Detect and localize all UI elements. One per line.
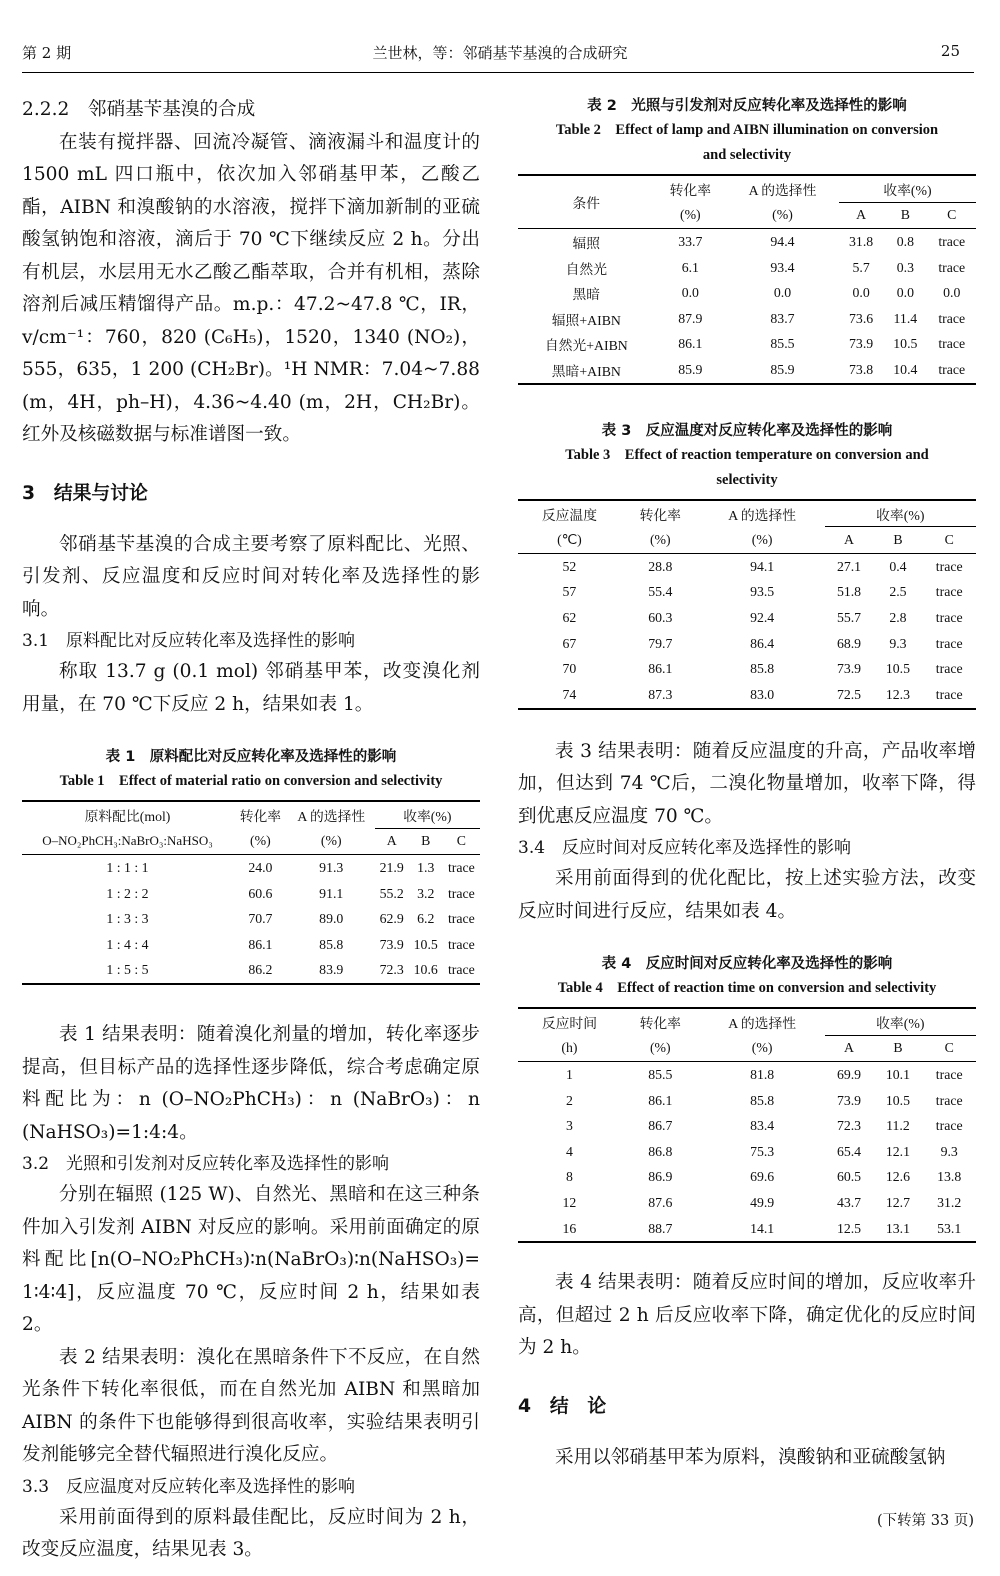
table-cell: 自然光: [565, 261, 608, 277]
table-cell: 83.7: [770, 310, 795, 326]
table-row: [22, 881, 480, 907]
section-3-4-heading: 3.4 反应时间对反应转化率及选择性的影响: [518, 838, 852, 858]
table-cell: 87.9: [678, 310, 703, 326]
table-cell: 12.6: [885, 1169, 911, 1185]
table-cell: 73.6: [849, 310, 874, 326]
table-cell: 75.3: [750, 1143, 775, 1159]
table-cell: 85.5: [621, 1062, 700, 1088]
table-cell: 86.1: [648, 1092, 673, 1108]
table-cell: 85.5: [770, 336, 795, 352]
table-cell: 85.8: [750, 661, 775, 677]
table-cell: 86.8: [648, 1143, 673, 1159]
table-cell: 12.5: [825, 1216, 874, 1243]
table-cell: trace: [443, 855, 480, 881]
table-1-header-ratio: O–NO₂PhCH₃:NaBrO₃:NaHSO₃: [42, 833, 213, 849]
table-cell: 85.8: [750, 1092, 775, 1108]
table-cell: trace: [938, 336, 966, 352]
table-3-grid: [518, 499, 976, 710]
table-cell: 43.7: [836, 1194, 862, 1210]
table-cell: 31.8: [839, 229, 883, 255]
table-4-header-unit: (%): [751, 1040, 773, 1056]
section-4-heading: 4 结 论: [518, 1395, 607, 1417]
table-cell: 72.3: [836, 1118, 862, 1134]
left-column: [22, 94, 480, 1567]
table-cell: 2: [565, 1092, 573, 1108]
table-2-caption-cn: 表 2 光照与引发剂对反应转化率及选择性的影响: [587, 98, 907, 114]
table-3-caption-en: Table 3 Effect of reaction temperature on conversion and: [565, 446, 929, 463]
table-cell: 13.8: [937, 1169, 962, 1185]
table-4-header-conversion: 转化率: [621, 1008, 700, 1035]
table-cell: trace: [935, 584, 963, 600]
table-4-caption-en: Table 4 Effect of reaction time on conversion and selectivity: [557, 980, 937, 996]
table-3-header-conversion: 转化率: [621, 500, 700, 527]
table-4-header-unit: (%): [649, 1040, 671, 1056]
table-4-header-unit: (h): [561, 1040, 578, 1056]
table-cell: 13.1: [873, 1216, 922, 1243]
table-cell: 1 : 5 : 5: [22, 958, 233, 985]
table-cell: 65.4: [836, 1143, 862, 1159]
table-4-header-yield: 收率(%): [825, 1008, 976, 1035]
table-cell: 91.1: [319, 885, 344, 901]
table-2-grid: [518, 174, 976, 385]
table-cell: 88.7: [621, 1216, 700, 1243]
table-cell: 1: [518, 1062, 621, 1088]
table-2-body: [518, 229, 976, 384]
table-cell: 73.9: [836, 661, 862, 677]
table-3-header-c: C: [944, 532, 954, 548]
table-cell: 60.6: [248, 885, 273, 901]
section-3-1-heading: 3.1 原料配比对反应转化率及选择性的影响: [22, 631, 356, 651]
table-2-header-a: A: [856, 207, 867, 223]
table-cell: 3.2: [417, 885, 435, 901]
table-cell: 79.7: [648, 635, 673, 651]
table-cell: 0.4: [873, 553, 922, 579]
table-row: [518, 1139, 976, 1165]
table-row: [518, 553, 976, 579]
table-cell: 2.5: [889, 584, 907, 600]
table-cell: trace: [938, 259, 966, 275]
table-4-header-time: 反应时间: [518, 1008, 621, 1035]
table-4-header-a: A: [844, 1040, 854, 1056]
table-cell: 86.9: [648, 1169, 673, 1185]
table-3-body: [518, 553, 976, 708]
table-cell: trace: [447, 911, 475, 927]
table-cell: trace: [928, 229, 977, 255]
table-cell: 14.1: [700, 1216, 825, 1243]
table-4-header-selectivity: A 的选择性: [700, 1008, 825, 1035]
table-cell: 70.7: [248, 911, 273, 927]
table-row: [22, 855, 480, 881]
table-cell: 10.6: [409, 958, 443, 985]
table-cell: 33.7: [655, 229, 726, 255]
issue-label: 第 2 期: [22, 44, 72, 62]
table-row: [518, 682, 976, 709]
table-row: [518, 605, 976, 631]
section-4-paragraph: 采用以邻硝基甲苯为原料，溴酸钠和亚硫酸氢钠: [555, 1446, 946, 1468]
table-cell: 辐照+AIBN: [551, 312, 621, 328]
table-1-header-condition: 原料配比(mol): [22, 801, 233, 828]
section-3-4-paragraph: 采用前面得到的优化配比，按上述实验方法，改变反应时间进行反应，结果如表 4。: [518, 868, 976, 922]
table-cell: 10.5: [885, 1092, 911, 1108]
table-row: [518, 332, 976, 358]
table-4-caption-cn: 表 4 反应时间对反应转化率及选择性的影响: [601, 956, 893, 972]
table-cell: 8: [565, 1169, 573, 1185]
table-1-body: [22, 855, 480, 984]
table-cell: 94.4: [726, 229, 839, 255]
table-2-header-unit: (%): [679, 207, 701, 223]
table-cell: 73.9: [379, 936, 404, 952]
table-cell: 辐照: [518, 229, 655, 255]
table-2-header-selectivity: A 的选择性: [726, 175, 839, 202]
table-1-discussion: 表 1 结果表明：随着溴化剂量的增加，转化率逐步提高，但目标产品的选择性逐步降低，综合考虑确定原料配比为：n (O–NO₂PhCH₃)：n (NaBrO₃)：n (NaHSO₃)=1:4:4。: [22, 1024, 480, 1143]
table-4-header-c: C: [944, 1040, 954, 1056]
section-3-2-paragraph: 分别在辐照 (125 W)、自然光、黑暗和在这三种条件加入引发剂 AIBN 对反应的影响。采用前面确定的原料配比[n(O–NO₂PhCH₃)∶n(NaBrO₃)∶n(NaHSO₃)= 1∶4∶4]，反应温度 70 ℃，反应时间 2 h，结果如表 2。: [22, 1184, 480, 1336]
table-cell: trace: [928, 357, 977, 384]
table-4-header-b: B: [893, 1040, 903, 1056]
section-3-paragraph: 邻硝基苄基溴的合成主要考察了原料配比、光照、引发剂、反应温度和反应时间对转化率及选择性的影响。: [22, 533, 480, 620]
table-cell: 86.1: [648, 661, 673, 677]
table-cell: 87.6: [648, 1194, 673, 1210]
table-row: [22, 958, 480, 985]
table-cell: 87.3: [621, 682, 700, 709]
table-cell: 53.1: [922, 1216, 976, 1243]
table-cell: 黑暗: [572, 287, 601, 303]
table-cell: 52: [518, 553, 621, 579]
table-cell: 2.8: [889, 609, 907, 625]
table-row: [518, 357, 976, 384]
table-1-header-c: C: [456, 833, 466, 849]
table-cell: 83.0: [700, 682, 825, 709]
table-cell: 81.8: [700, 1062, 825, 1088]
table-cell: 86.7: [648, 1118, 673, 1134]
table-1-header-unit: (%): [250, 833, 271, 849]
table-row: [518, 1190, 976, 1216]
table-cell: 72.3: [375, 958, 409, 985]
table-cell: trace: [935, 1118, 963, 1134]
table-3-header-temperature: 反应温度: [518, 500, 621, 527]
table-cell: 自然光+AIBN: [544, 338, 628, 354]
table-row: [518, 306, 976, 332]
table-cell: 70: [562, 661, 577, 677]
table-cell: trace: [922, 682, 976, 709]
table-cell: 5.7: [852, 259, 870, 275]
table-1-header-unit: (%): [320, 833, 342, 849]
table-cell: 31.2: [937, 1194, 962, 1210]
table-cell: trace: [935, 635, 963, 651]
table-cell: 73.9: [849, 336, 874, 352]
table-2-header-yield: 收率(%): [839, 175, 976, 202]
table-cell: 3: [565, 1118, 573, 1134]
table-4-discussion: 表 4 结果表明：随着反应时间的增加，反应收率升高，但超过 2 h 后反应收率下降，确定优化的反应时间为 2 h。: [518, 1272, 976, 1359]
table-cell: 27.1: [825, 553, 874, 579]
table-cell: 69.6: [750, 1169, 775, 1185]
table-cell: 16: [518, 1216, 621, 1243]
table-1-header-b: B: [421, 833, 431, 849]
table-cell: 4: [565, 1143, 573, 1159]
table-2-header-conversion: 转化率: [655, 175, 726, 202]
table-3-discussion: 表 3 结果表明：随着反应温度的升高，产品收率增加，但达到 74 ℃后，二溴化物量增加，收率下降，得到优惠反应温度 70 ℃。: [518, 740, 976, 827]
table-cell: 1 : 3 : 3: [106, 911, 149, 927]
table-cell: 1 : 4 : 4: [106, 936, 149, 952]
page-number: 25: [940, 42, 960, 60]
table-cell: 86.4: [750, 635, 775, 651]
section-3-3-paragraph: 采用前面得到的原料最佳配比，反应时间为 2 h，改变反应温度，结果见表 3。: [22, 1506, 480, 1561]
table-cell: 1.3: [409, 855, 443, 881]
section-3-heading: 3 结果与讨论: [22, 482, 148, 504]
table-cell: 10.5: [893, 336, 918, 352]
table-cell: trace: [935, 609, 963, 625]
table-1-header-a: A: [386, 833, 397, 849]
table-cell: 0.8: [883, 229, 927, 255]
table-cell: 10.4: [883, 357, 927, 384]
table-cell: 55.7: [836, 609, 862, 625]
table-cell: trace: [922, 1062, 976, 1088]
table-cell: trace: [935, 1092, 963, 1108]
table-cell: 51.8: [836, 584, 862, 600]
table-cell: 94.1: [700, 553, 825, 579]
table-3-caption-en-cont: selectivity: [716, 471, 778, 488]
table-row: [518, 229, 976, 255]
header-rule: [22, 72, 974, 73]
table-2-header-condition: 条件: [518, 175, 655, 229]
table-cell: 85.8: [319, 936, 344, 952]
section-3-3-heading: 3.3 反应温度对反应转化率及选择性的影响: [22, 1476, 356, 1497]
table-cell: 83.4: [750, 1118, 775, 1134]
table-cell: 73.8: [839, 357, 883, 384]
table-cell: 6.2: [417, 911, 435, 927]
table-row: [518, 580, 976, 606]
table-4: [518, 952, 976, 1243]
table-cell: trace: [447, 936, 475, 952]
table-row: [518, 1088, 976, 1114]
table-2-header-c: C: [947, 207, 957, 223]
table-row: [518, 631, 976, 657]
table-3-header-selectivity: A 的选择性: [700, 500, 825, 527]
table-1-header-conversion: 转化率: [233, 801, 288, 828]
table-row: [518, 255, 976, 281]
table-4-body: [518, 1062, 976, 1243]
table-3: [518, 419, 976, 710]
section-2-2-2-paragraph: 在装有搅拌器、回流冷凝管、滴液漏斗和温度计的 1500 mL 四口瓶中，依次加入邻硝基甲苯，乙酸乙酯，AIBN 和溴酸钠的水溶液，搅拌下滴加新制的亚硫酸氢钠饱和溶液，滴后于 70 ℃下继续反应 2 h。分出有机层，水层用无水乙酸乙酯萃取，合并有机相，蒸除溶剂后减压精馏得产品。m.p.：47.2~47.8 ℃，IR，v/cm⁻¹：760，820 (C₆H₅)，1520，1340 (NO₂)，555，635，1 200 (CH₂Br)。¹H NMR：7.04~7.88 (m，4H，ph–H)，4.36~4.40 (m，2H，CH₂Br)。红外及核磁数据与标准谱图一致。: [22, 131, 480, 445]
table-cell: 12.3: [873, 682, 922, 709]
table-cell: trace: [447, 885, 475, 901]
table-cell: 83.9: [288, 958, 375, 985]
table-cell: 86.2: [233, 958, 288, 985]
table-2: [518, 94, 976, 385]
table-cell: 69.9: [825, 1062, 874, 1088]
table-cell: trace: [443, 958, 480, 985]
table-row: [22, 906, 480, 932]
table-3-header-unit: (%): [751, 531, 773, 547]
table-cell: 74: [518, 682, 621, 709]
table-1-header-yield: 收率(%): [375, 801, 480, 828]
table-cell: 62.9: [379, 911, 404, 927]
continued-note: (下转第 33 页): [877, 1513, 974, 1529]
table-2-caption-en-cont: and selectivity: [702, 147, 792, 163]
table-cell: 9.3: [889, 635, 907, 651]
table-3-header-b: B: [893, 532, 903, 548]
table-1: [22, 745, 480, 985]
table-cell: 9.3: [940, 1143, 958, 1159]
table-cell: 12: [562, 1194, 577, 1210]
table-cell: 12.7: [885, 1194, 911, 1210]
table-cell: 73.9: [836, 1092, 862, 1108]
table-3-header-unit: (%): [649, 531, 671, 547]
table-cell: 0.0: [943, 285, 961, 301]
table-1-grid: [22, 800, 480, 985]
table-row: [518, 656, 976, 682]
table-2-discussion: 表 2 结果表明：溴化在黑暗条件下不反应，在自然光条件下转化率很低，而在自然光加 AIBN 和黑暗加 AIBN 的条件下也能够得到很高收率，实验结果表明引发剂能够完全替代辐照进行溴化反应。: [22, 1346, 480, 1466]
table-row: [518, 1165, 976, 1191]
table-cell: 0.0: [852, 285, 870, 301]
table-cell: 28.8: [621, 553, 700, 579]
table-cell: 24.0: [233, 855, 288, 881]
table-cell: 92.4: [750, 609, 775, 625]
table-cell: trace: [938, 310, 966, 326]
table-cell: 85.9: [726, 357, 839, 384]
table-cell: 6.1: [681, 259, 699, 275]
table-3-header-a: A: [844, 532, 854, 548]
table-3-header-yield: 收率(%): [825, 500, 976, 527]
table-cell: 91.3: [288, 855, 375, 881]
table-1-caption-en: Table 1 Effect of material ratio on conversion and selectivity: [59, 773, 443, 789]
table-2-caption-en: Table 2 Effect of lamp and AIBN illumination on conversion: [555, 122, 939, 138]
table-1-caption-cn: 表 1 原料配比对反应转化率及选择性的影响: [105, 749, 397, 765]
table-2-header-unit: (%): [772, 207, 793, 223]
table-cell: trace: [922, 553, 976, 579]
table-cell: 10.1: [873, 1062, 922, 1088]
table-cell: 89.0: [319, 911, 344, 927]
section-2-2-2-heading: 2.2.2 邻硝基苄基溴的合成: [22, 99, 256, 120]
table-cell: 11.2: [886, 1118, 910, 1134]
table-cell: 86.1: [248, 936, 273, 952]
table-cell: 93.5: [750, 584, 775, 600]
table-cell: trace: [935, 661, 963, 677]
table-cell: 60.5: [836, 1169, 862, 1185]
table-cell: 68.9: [836, 635, 862, 651]
table-cell: 60.3: [648, 609, 673, 625]
table-cell: 黑暗+AIBN: [518, 357, 655, 384]
table-cell: 1 : 2 : 2: [106, 885, 149, 901]
table-row: [518, 280, 976, 306]
table-cell: 10.5: [413, 936, 438, 952]
table-row: [518, 1113, 976, 1139]
section-3-2-heading: 3.2 光照和引发剂对反应转化率及选择性的影响: [22, 1154, 390, 1175]
table-cell: 57: [562, 584, 577, 600]
table-cell: 86.1: [678, 336, 703, 352]
table-cell: 0.3: [896, 259, 914, 275]
table-cell: 67: [562, 635, 577, 651]
table-cell: 55.2: [379, 885, 404, 901]
table-cell: 21.9: [375, 855, 409, 881]
running-title: 兰世林，等：邻硝基苄基溴的合成研究: [372, 44, 628, 62]
table-cell: 93.4: [770, 259, 795, 275]
table-cell: 0.0: [681, 285, 699, 301]
table-row: [518, 1062, 976, 1088]
table-cell: 49.9: [750, 1194, 775, 1210]
table-cell: 1 : 1 : 1: [22, 855, 233, 881]
table-4-grid: [518, 1007, 976, 1243]
table-row: [22, 932, 480, 958]
table-cell: 85.9: [655, 357, 726, 384]
table-2-header-b: B: [900, 207, 910, 223]
table-cell: 72.5: [825, 682, 874, 709]
table-row: [518, 1216, 976, 1243]
table-cell: 55.4: [648, 584, 673, 600]
table-1-header-selectivity: A 的选择性: [288, 801, 375, 828]
table-3-header-unit: (℃): [557, 531, 582, 547]
table-cell: 10.5: [885, 661, 911, 677]
table-cell: 62: [562, 609, 577, 625]
right-column: [518, 94, 976, 1474]
section-3-1-paragraph: 称取 13.7 g (0.1 mol) 邻硝基甲苯，改变溴化剂用量，在 70 ℃下反应 2 h，结果如表 1。: [22, 661, 480, 715]
table-cell: 0.0: [773, 285, 792, 301]
table-cell: 11.4: [893, 310, 918, 326]
table-3-caption-cn: 表 3 反应温度对反应转化率及选择性的影响: [601, 422, 893, 439]
table-cell: 12.1: [885, 1143, 911, 1159]
table-cell: 0.0: [896, 285, 914, 301]
